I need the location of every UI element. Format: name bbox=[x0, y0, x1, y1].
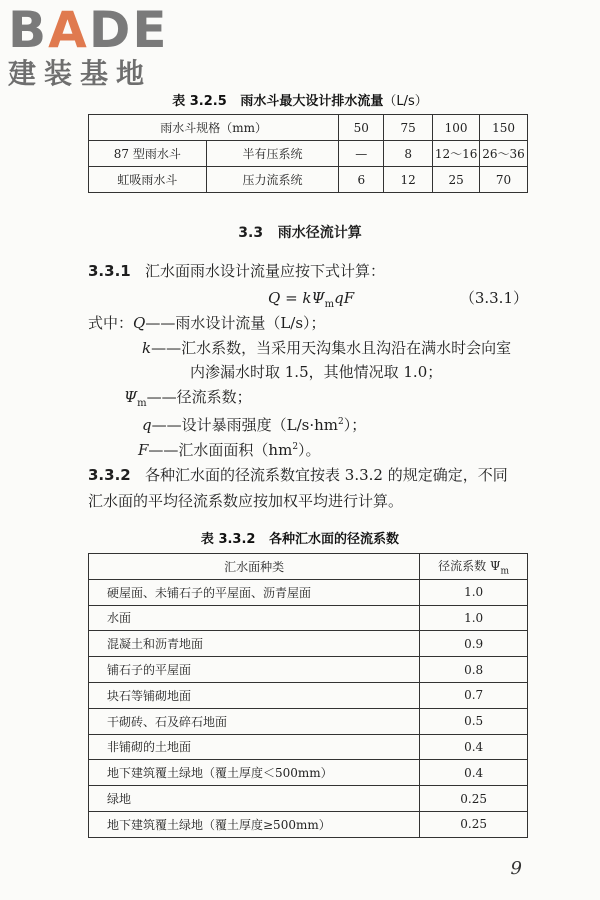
header-size: 75 bbox=[384, 115, 433, 141]
clause-3-3-2: 3.3.2 各种汇水面的径流系数宜按表 3.3.2 的规定确定，不同 bbox=[88, 466, 508, 484]
header-surface-type: 汇水面种类 bbox=[89, 554, 420, 580]
flow-value: 26～36 bbox=[480, 141, 528, 167]
table-runoff-coefficients bbox=[88, 553, 528, 838]
logo-wordmark: BADE bbox=[8, 1, 169, 59]
flow-value: 25 bbox=[433, 167, 480, 193]
where-line-q-intensity: q——设计暴雨强度$(L/s\cdot hm^2)$； bbox=[142, 416, 367, 434]
system-type: 半有压系统 bbox=[206, 141, 339, 167]
flow-value: 70 bbox=[480, 167, 528, 193]
header-size-label: 雨水斗规格（mm） bbox=[89, 115, 339, 141]
table-row bbox=[89, 605, 528, 631]
table-row bbox=[89, 786, 528, 812]
table-row bbox=[89, 141, 528, 167]
flow-value: 8 bbox=[384, 141, 433, 167]
header-coefficient: 径流系数 $\Psi_m$ bbox=[420, 554, 528, 580]
where-line-k: k——汇水系数，当采用天沟集水且沟沿在满水时会向室 bbox=[142, 339, 512, 357]
table-row bbox=[89, 682, 528, 708]
table-row bbox=[89, 708, 528, 734]
flow-value: 6 bbox=[339, 167, 384, 193]
table-header-row bbox=[89, 554, 528, 580]
table-row bbox=[89, 167, 528, 193]
runoff-coefficient: 0.8 bbox=[420, 657, 528, 683]
table-row bbox=[89, 579, 528, 605]
table2-caption: 表 3.3.2 各种汇水面的径流系数 bbox=[200, 532, 400, 547]
where-line-q: 式中：Q——雨水设计流量（L/s）； bbox=[88, 314, 326, 332]
clause-3-3-1: 3.3.1 汇水面雨水设计流量应按下式计算： bbox=[88, 262, 386, 280]
table-row bbox=[89, 734, 528, 760]
runoff-coefficient: 0.4 bbox=[420, 734, 528, 760]
surface-type: 水面 bbox=[89, 605, 420, 631]
flow-value: — bbox=[339, 141, 384, 167]
table-row bbox=[89, 811, 528, 837]
surface-type: 绿地 bbox=[89, 786, 420, 812]
surface-type: 地下建筑覆土绿地（覆土厚度＜500mm） bbox=[89, 760, 420, 786]
runoff-coefficient: 0.7 bbox=[420, 682, 528, 708]
header-size: 150 bbox=[480, 115, 528, 141]
clause-3-3-2-cont: 汇水面的平均径流系数应按加权平均进行计算。 bbox=[88, 492, 404, 510]
table1-caption: 表 3.2.5 雨水斗最大设计排水流量（L/s） bbox=[172, 94, 428, 109]
table-max-drainage-flow bbox=[88, 114, 528, 193]
table-row bbox=[89, 631, 528, 657]
runoff-coefficient: 0.9 bbox=[420, 631, 528, 657]
runoff-coefficient: 1.0 bbox=[420, 579, 528, 605]
header-size: 100 bbox=[433, 115, 480, 141]
drain-type: 虹吸雨水斗 bbox=[89, 167, 207, 193]
table-row bbox=[89, 657, 528, 683]
surface-type: 非铺砌的土地面 bbox=[89, 734, 420, 760]
surface-type: 地下建筑覆土绿地（覆土厚度≥500mm） bbox=[89, 811, 420, 837]
logo-subtitle: 建装基地 bbox=[8, 57, 153, 90]
equation-number: （3.3.1） bbox=[459, 289, 528, 307]
surface-type: 混凝土和沥青地面 bbox=[89, 631, 420, 657]
formula: $Q = k\Psi_mqF$ bbox=[268, 289, 355, 310]
runoff-coefficient: 0.25 bbox=[420, 786, 528, 812]
surface-type: 干砌砖、石及碎石地面 bbox=[89, 708, 420, 734]
header-size: 50 bbox=[339, 115, 384, 141]
table-header-row bbox=[89, 115, 528, 141]
surface-type: 硬屋面、未铺石子的平屋面、沥青屋面 bbox=[89, 579, 420, 605]
page-number: 9 bbox=[510, 858, 522, 879]
system-type: 压力流系统 bbox=[206, 167, 339, 193]
runoff-coefficient: 0.25 bbox=[420, 811, 528, 837]
where-line-k-cont: 内渗漏水时取 1.5，其他情况取 1.0； bbox=[190, 363, 443, 381]
surface-type: 铺石子的平屋面 bbox=[89, 657, 420, 683]
brand-logo bbox=[8, 1, 169, 90]
runoff-coefficient: 1.0 bbox=[420, 605, 528, 631]
table-row bbox=[89, 760, 528, 786]
runoff-coefficient: 0.4 bbox=[420, 760, 528, 786]
runoff-coefficient: 0.5 bbox=[420, 708, 528, 734]
flow-value: 12 bbox=[384, 167, 433, 193]
drain-type: 87 型雨水斗 bbox=[89, 141, 207, 167]
where-line-psi: $\Psi_m——$径流系数； bbox=[124, 388, 252, 409]
where-line-f: F——汇水面面积$(hm^2)$。 bbox=[138, 441, 321, 459]
flow-value: 12～16 bbox=[433, 141, 480, 167]
surface-type: 块石等铺砌地面 bbox=[89, 682, 420, 708]
section-heading: 3.3 雨水径流计算 bbox=[238, 225, 362, 241]
